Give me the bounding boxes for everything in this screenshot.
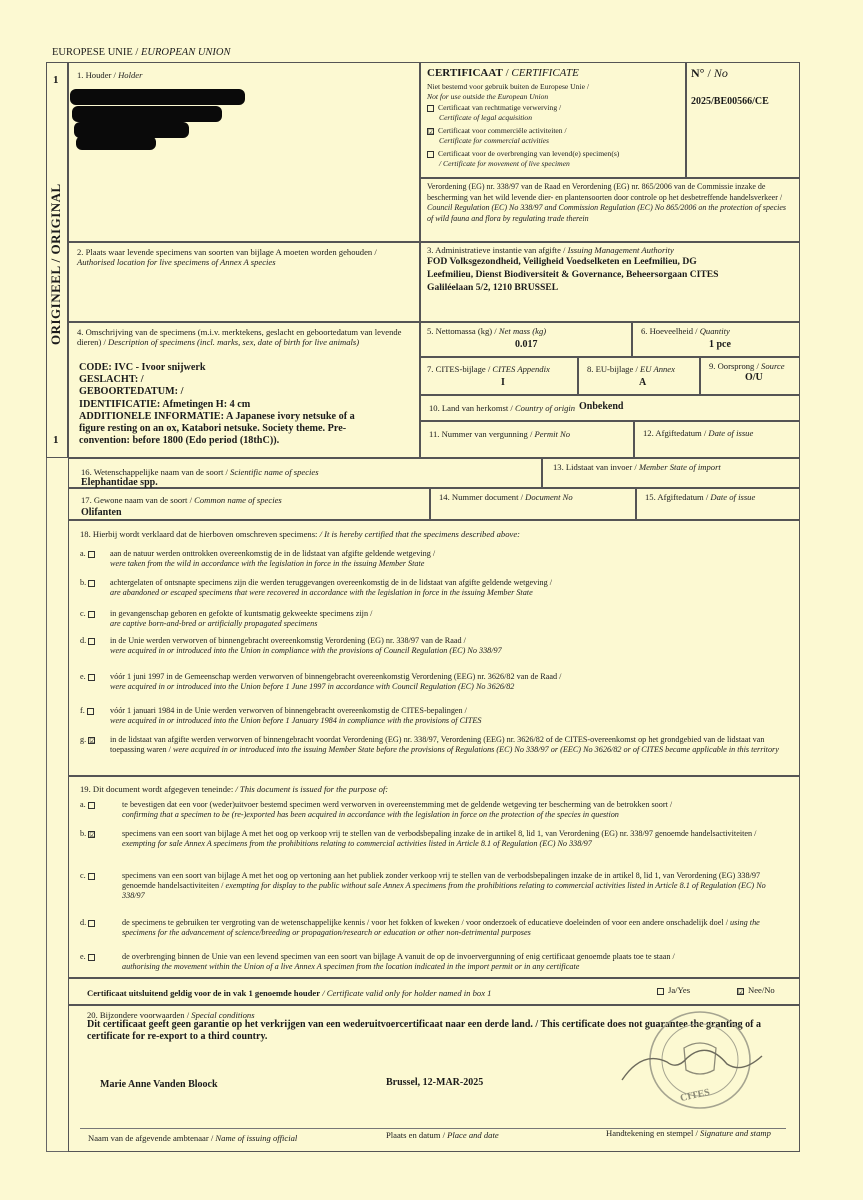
authority-line: Galiléelaan 5/2, 1210 BRUSSEL [427, 282, 559, 293]
box16-label: 16. Wetenschappelijke naam van de soort / Scientific name of species [81, 467, 319, 477]
description-line: figure resting on an ox, Katabori netsuke. Society theme. Pre- [79, 423, 347, 435]
box5-net-mass [420, 322, 632, 357]
regulation-text: Verordening (EG) nr. 338/97 van de Raad en Verordening (EG) nr. 865/2006 van de Commissie inzake de bescherming van het wild levende dier- en plantensoorten door controle op het desbetreffende handelsverkeer / Council Regulation (EC) No 338/97 and Commission Regulation (EC) No 865/2006 on the protection of species of wild fauna and flora by regulating trade therein [427, 182, 787, 223]
item-key: c. [80, 609, 110, 619]
certificate-page: EUROPESE UNIE / EUROPEAN UNION 1 1 ORIGINEEL / ORIGINAL 1. Houder / Holder CERTIFICAAT / CERTIFICATE Niet bestemd voor gebruik buiten de Europese Unie / Not for use outside the European Union Certificaat van rechtmatige verwerving / Certificate of legal acquisition ☑ Certificaat voor commerciële activiteiten / Certificate for commercial activities Certificaat voor de overbrenging van levend(e) specimen(s) / Certificate for movement of live specimen N° / No 2025/BE00566/CE Verordening (EG) nr. 338/97 van de Raad en Verordening (EG) nr. 865/2006 van de Commissie inzake de bescherming van het wild levende dier- en plantensoorten door controle op het desbetreffende handelsverkeer / Council Regulation (EC) No 338/97 and Commission Regulation (EC) No 865/2006 on the protection of species of wild fauna and flora by regulating trade therein 2. Plaats waar levende specimens van soorten van bijlage A moeten worden gehouden / Authorised location for live specimens of Annex A species 3. Administratieve instantie van afgifte / Issuing Management Authority FOD Volksgezondheid, Veiligheid Voedselketen en Leefmilieu, DG Leefmilieu, Dienst Biodiversiteit & Governance, Beheersorgaan CITES Galiléelaan 5/2, 1210 BRUSSEL 4. Omschrijving van de specimens (m.i.v. merktekens, geslacht en geboortedatum van levende dieren) / Description of specimens (incl. marks, sex, date of birth for live animals) CODE: IVC - Ivoor snijwerk GESLACHT: / GEBOORTEDATUM: / IDENTIFICATIE: Afmetingen H: 4 cm ADDITIONELE INFORMATIE: A Japanese ivory netsuke of a figure resting on an ox, Katabori netsuke. Society theme. Pre- convention: before 1800 (Edo period (18thC)). 5. Nettomassa (kg) / Net mass (kg) 0.017 6. Hoeveelheid / Quantity 1 pce 7. CITES-bijlage / CITES Appendix I 8. EU-bijlage / EU Annex A 9. Oorsprong / Source O/U 10. Land van herkomst / Country of origin Onbekend 11. Nummer van vergunning / Permit No 12. Afgiftedatum / Date of issue 16. Wetenschappelijke naam van de soort / Scientific name of species Elephantidae spp. 13. Lidstaat van invoer / Member State of import 17. Gewone naam van de soort / Common name of species Olifanten 14. Nummer document / Document No 15. Afgiftedatum / Date of issue 18. Hierbij wordt verklaard dat de hierboven omschreven specimens: / It is hereby certified that the specimens described above: a. aan de natuur werden onttrokken overeenkomstig de in de lidstaat van afgifte geldende wetgeving / were taken from the wild in accordance with the legislation in force in the issuing Member State b. achtergelaten of ontsnapte specimens zijn die werden teruggevangen overeenkomstig de in de lidstaat van afgifte geldende wetgeving / are abandoned or escaped specimens that were recovered in accordance with the legislation in force in the issuing Member State c. in gevangenschap geboren en gefokte of kuntsmatig gekweekte specimens zijn / are captive born-and-bred or artificially propagated specimens d. in de Unie werden verworven of binnengebracht overeenkomstig Verordening (EG) nr. 338/97 van de Raad / were acquired in or introduced into the Union in compliance with the provisions of Council Regulation (EC) No 338/97 e. vóór 1 juni 1997 in de Gemeenschap werden verworven of binnengebracht overeenkomstig Verordening (EEG) nr. 3626/82 van de Raad / were acquired in or introduced into the Union before 1 June 1997 in accordance with Council Regulation (EC) No 3626/82 f. vóór 1 januari 1984 in de Unie werden verworven of binnengebracht overeenkomstig de CITES-bepalingen / were acquired in or introduced into the Union before 1 January 1984 in compliance with the provisions of CITES g. ☑ in de lidstaat van afgifte werden verworven of binnengebracht voordat Verordening (EG) nr. 338/97, Verordening (EEG) nr. 3626/82 of de CITES-overeenkomst op het grondgebied van de lidstaat van toepassing waren / were acquired in or introduced into the issuing Member State before the provisions of Regulations (EC) No 338/97 or (EEC) No 3626/82 or of CITES became applicable in this territory 19. Dit document wordt afgegeven teneinde: / This document is issued for the purpose of: a. te bevestigen dat een voor (weder)uitvoer bestemd specimen werd verworven in overeenstemming met de geldende wetgeving ter bescherming van de betrokken soort / confirming that a specimen to be (re-)exported has been acquired in accordance with the legislation in force on the protection of the species in question b. ☑ specimens van een soort van bijlage A met het oog op verkoop vrij te stellen van de verbodsbepaling inzake de in artikel 8, lid 1, van Verordening (EG) nr. 338/97 genoemde handelsactiviteiten / exempting for sale Annex A specimens from the prohibitions relating to commercial activities listed in Article 8.1 of Regulation (EC) No 338/97 c. specimens van een soort van bijlage A met het oog op vertoning aan het publiek zonder verkoop vrij te stellen van de verbodsbepalingen inzake de in artikel 8, lid 1, van Verordening (EG) 338/97 genoemde handelsactiviteiten / exempting for display to the public without sale Annex A specimens from the prohibitions relating to commercial activities listed in Article 8.1 of Regulation (EC) No 338/97 d. de specimens te gebruiken ter vergroting van de wetenschappelijke kennis / voor het fokken of kweken / voor onderzoek of educatieve doeleinden of voor een andere onschadelijk doel / using the specimens for the advancement of science/breeding or propagation/research or education or other non-detrimental purposes e. de overbrenging binnen de Unie van een levend specimen van een soort van bijlage A vanuit de op de invoervergunning of enig certificaat genoemde plaats toe te staan / authorising the movement within the Union of a live Annex A specimen from the location indicated in the import permit or in any certificate Certificaat uitsluitend geldig voor de in vak 1 genoemde houder / Certificate valid only for holder named in box 1 Ja/Yes ☑ Nee/No 20. Bijzondere voorwaarden / Special conditions Dit certificaat geeft geen garantie op het verkrijgen van een wederuitvoercertificaat naar een derde land. / This certificate does not guarantee the granting of a certificate for re-export to a third country. Marie Anne Vanden Bloock Brussel, 12-MAR-2025 CITES Naam van de afgevende ambtenaar / Name of issuing official Plaats en datum / Place and date Handtekening en stempel / Signature and stamp [0, 0, 863, 1200]
checkbox[interactable] [427, 105, 434, 112]
box15-label: 15. Afgiftedatum / Date of issue [645, 492, 756, 502]
checkbox[interactable]: ☑ [428, 127, 435, 136]
checkbox[interactable] [88, 580, 95, 587]
certificate-subtitle: Niet bestemd voor gebruik buiten de Europese Unie / Not for use outside the European Union [427, 82, 589, 101]
description-line: ADDITIONELE INFORMATIE: A Japanese ivory netsuke of a [79, 410, 355, 422]
box11-permit-no [420, 421, 634, 458]
issuing-official-name: Marie Anne Vanden Bloock [100, 1079, 218, 1090]
checkbox[interactable] [88, 551, 95, 558]
net-mass-value: 0.017 [515, 339, 538, 350]
eu-annex-value: A [639, 377, 647, 388]
checkbox[interactable]: ☑ [89, 736, 96, 745]
box10-country-of-origin [420, 395, 800, 421]
box17-label: 17. Gewone naam van de soort / Common name of species [81, 495, 282, 505]
certificate-options [427, 103, 685, 172]
certificate-type-box [420, 62, 686, 178]
original-vertical-label: ORIGINEEL / ORIGINAL [48, 183, 63, 345]
common-name-value: Olifanten [81, 507, 122, 518]
redaction-bar [70, 89, 245, 105]
item-key: f. [80, 706, 110, 716]
redaction-bar [76, 136, 156, 150]
box6-label: 6. Hoeveelheid / Quantity [641, 326, 730, 336]
checkbox[interactable] [87, 708, 94, 715]
stamp-text: CITES [679, 1086, 711, 1105]
checkbox[interactable] [88, 873, 95, 880]
source-value: O/U [745, 372, 763, 383]
checkbox[interactable] [88, 920, 95, 927]
box3-authority [420, 242, 800, 322]
redaction-bar [72, 106, 222, 122]
signature-label: Handtekening en stempel / Signature and stamp [606, 1128, 771, 1138]
quantity-value: 1 pce [709, 339, 731, 350]
box14-label: 14. Nummer document / Document No [439, 492, 573, 502]
box18-label: 18. Hierbij wordt verklaard dat de hierboven omschreven specimens: / It is hereby certified that the specimens described above: [80, 529, 520, 539]
box1-label: 1. Houder / Holder [77, 70, 143, 80]
checkbox[interactable]: ☑ [89, 830, 96, 839]
cites-appendix-value: I [501, 377, 505, 388]
special-conditions-text: Dit certificaat geeft geen garantie op het verkrijgen van een wederuitvoercertificaat naar een derde land. / This certificate does not guarantee the granting of a certificate for re-export to a third country. [87, 1019, 762, 1042]
box6-quantity [632, 322, 800, 357]
authority-line: FOD Volksgezondheid, Veiligheid Voedselketen en Leefmilieu, DG [427, 256, 697, 267]
checkbox[interactable] [657, 988, 664, 995]
item-key: b. ☑ [80, 829, 96, 839]
box4-description [68, 322, 420, 458]
box5-label: 5. Nettomassa (kg) / Net mass (kg) [427, 326, 547, 336]
box2-label: 2. Plaats waar levende specimens van soorten van bijlage A moeten worden gehouden / Authorised location for live specimens of Annex A species [77, 247, 377, 267]
box4-label: 4. Omschrijving van de specimens (m.i.v. merktekens, geslacht en geboortedatum van levende dieren) / Description of specimens (incl. marks, sex, date of birth for live animals) [77, 327, 402, 347]
eu-header: EUROPESE UNIE / EUROPEAN UNION [52, 47, 231, 58]
description-line: GESLACHT: / [79, 374, 144, 386]
checkbox[interactable] [88, 954, 95, 961]
box8-label: 8. EU-bijlage / EU Annex [587, 364, 675, 374]
box9-label: 9. Oorsprong / Source [709, 361, 785, 371]
box17-common-name [68, 488, 430, 520]
box12-date-of-issue [634, 421, 800, 458]
description-line: CODE: IVC - Ivoor snijwerk [79, 362, 206, 373]
option-live-specimen-movement[interactable]: Certificaat voor de overbrenging van levend(e) specimen(s) / Certificate for movement of live specimen [427, 149, 685, 172]
option-legal-acquisition[interactable]: Certificaat van rechtmatige verwerving / Certificate of legal acquisition [427, 103, 685, 126]
regulation-box [420, 178, 800, 242]
box3-label: 3. Administratieve instantie van afgifte / Issuing Management Authority [427, 245, 674, 255]
checkbox[interactable] [88, 638, 95, 645]
checkbox[interactable] [88, 611, 95, 618]
item-key: d. [80, 918, 110, 928]
description-line: convention: before 1800 (Edo period (18thC)). [79, 435, 280, 447]
certificate-title: CERTIFICAAT / CERTIFICATE [427, 67, 579, 79]
box10-label: 10. Land van herkomst / Country of origin [429, 403, 576, 413]
description-line: IDENTIFICATIE: Afmetingen H: 4 cm [79, 398, 251, 410]
scientific-name-value: Elephantidae spp. [81, 477, 158, 488]
box15-date-of-issue [636, 488, 800, 520]
box19-label: 19. Dit document wordt afgegeven teneinde: / This document is issued for the purpose of: [80, 784, 389, 794]
box9-source [700, 357, 800, 395]
specimen-description [79, 362, 419, 447]
item-key: a. [80, 549, 110, 559]
authority-address [427, 255, 797, 294]
box11-label: 11. Nummer van vergunning / Permit No [429, 429, 571, 439]
box13-member-state-import [542, 458, 800, 488]
box16-scientific-name [68, 458, 542, 488]
place-and-date-value: Brussel, 12-MAR-2025 [386, 1077, 484, 1088]
box20-label: 20. Bijzondere voorwaarden / Special conditions [87, 1010, 255, 1020]
official-label: Naam van de afgevende ambtenaar / Name of issuing official [88, 1133, 298, 1143]
box2-location [68, 242, 420, 322]
checkbox[interactable] [427, 151, 434, 158]
box1-number: 1 [53, 74, 59, 86]
validity-row [68, 978, 800, 1005]
box8-eu-annex [578, 357, 700, 395]
item-key: e. [80, 952, 110, 962]
box7-cites-appendix [420, 357, 578, 395]
box14-document-no [430, 488, 636, 520]
checkbox[interactable] [88, 802, 95, 809]
item-key: e. [80, 672, 110, 682]
validity-text: Certificaat uitsluitend geldig voor de in vak 1 genoemde houder / Certificate valid only for holder named in box 1 [87, 988, 492, 998]
option-commercial-activities[interactable]: ☑ Certificaat voor commerciële activiteiten / Certificate for commercial activities [428, 126, 567, 145]
item-key: c. [80, 871, 110, 881]
authority-line: Leefmilieu, Dienst Biodiversiteit & Governance, Beheersorgaan CITES [427, 269, 719, 280]
certificate-number-box [686, 62, 800, 178]
box7-label: 7. CITES-bijlage / CITES Appendix [427, 364, 550, 374]
item-key: a. [80, 800, 110, 810]
country-of-origin-value: Onbekend [579, 401, 624, 412]
place-date-label: Plaats en datum / Place and date [386, 1130, 499, 1140]
item-key: d. [80, 636, 110, 646]
item-key: g. ☑ [80, 735, 96, 745]
checkbox[interactable]: ☑ [738, 987, 745, 996]
certificate-number: 2025/BE00566/CE [691, 96, 769, 107]
checkbox[interactable] [88, 674, 95, 681]
description-line: GEBOORTEDATUM: / [79, 386, 184, 398]
box13-label: 13. Lidstaat van invoer / Member State of import [553, 462, 721, 472]
box4-number: 1 [53, 434, 59, 446]
number-label: N° / No [691, 66, 728, 80]
box12-label: 12. Afgiftedatum / Date of issue [643, 428, 754, 438]
validity-yes[interactable]: Ja/Yes [657, 985, 690, 995]
item-key: b. [80, 578, 110, 588]
validity-no[interactable]: ☑ Nee/No [738, 985, 775, 996]
